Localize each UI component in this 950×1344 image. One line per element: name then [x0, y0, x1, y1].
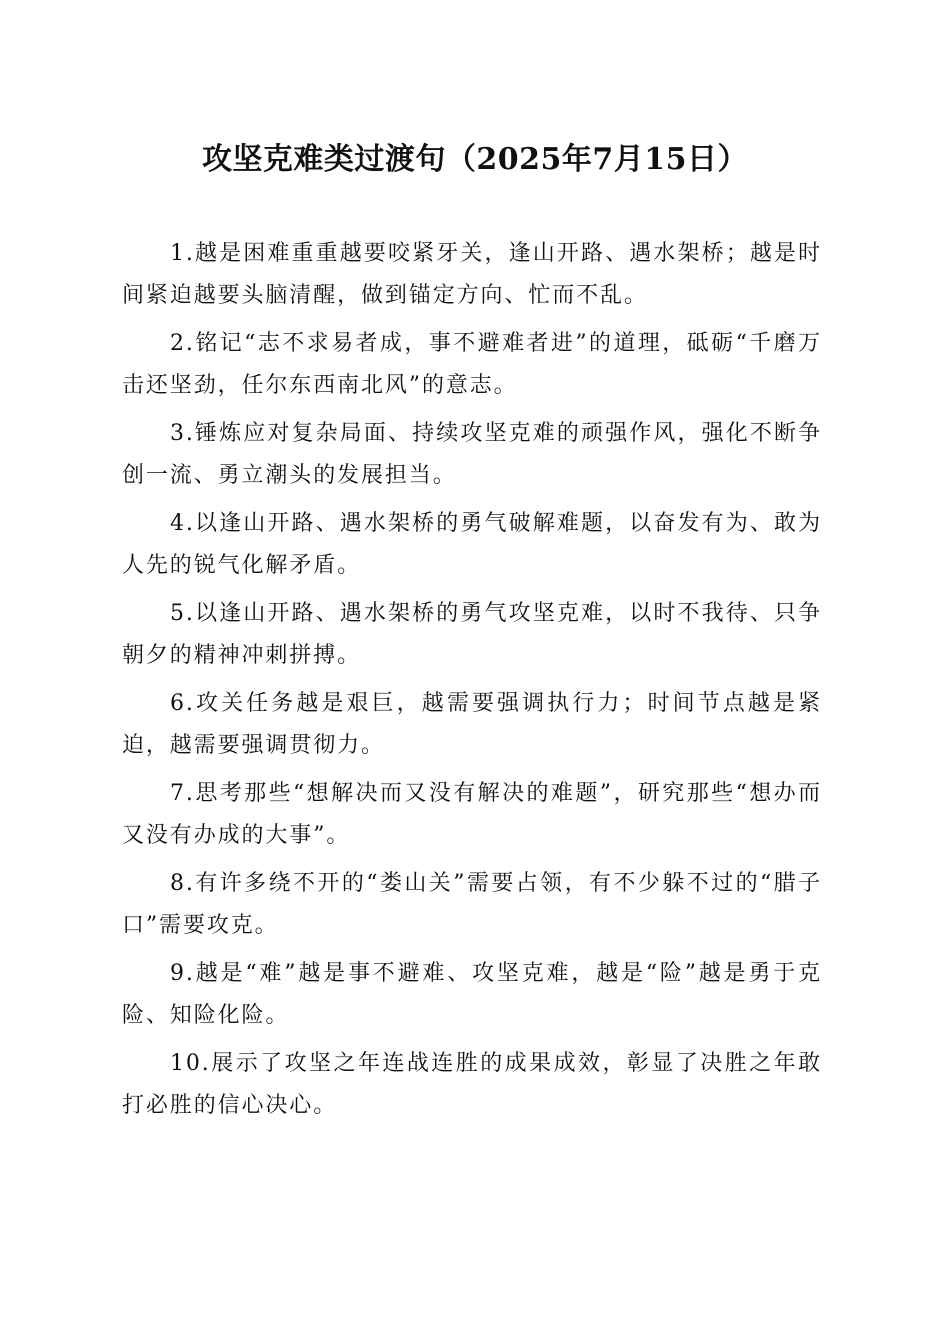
- paragraph-7: 7.思考那些“想解决而又没有解决的难题”，研究那些“想办而又没有办成的大事”。: [122, 781, 822, 848]
- paragraph-6: 6.攻关任务越是艰巨，越需要强调执行力；时间节点越是紧迫，越需要强调贯彻力。: [122, 691, 822, 758]
- paragraph-9: 9.越是“难”越是事不避难、攻坚克难，越是“险”越是勇于克险、知险化险。: [122, 961, 822, 1028]
- paragraph-3: 3.锤炼应对复杂局面、持续攻坚克难的顽强作风，强化不断争创一流、勇立潮头的发展担当。: [122, 421, 822, 488]
- paragraph-1: 1.越是困难重重越要咬紧牙关，逢山开路、遇水架桥；越是时间紧迫越要头脑清醒，做到锚定方向、忙而不乱。: [122, 241, 822, 308]
- paragraph-8: 8.有许多绕不开的“娄山关”需要占领，有不少躲不过的“腊子口”需要攻克。: [122, 871, 822, 938]
- paragraph-2: 2.铭记“志不求易者成，事不避难者进”的道理，砥砺“千磨万击还坚劲，任尔东西南北风”的意志。: [122, 331, 822, 398]
- paragraph-5: 5.以逢山开路、遇水架桥的勇气攻坚克难，以时不我待、只争朝夕的精神冲刺拼搏。: [122, 601, 822, 668]
- paragraph-4: 4.以逢山开路、遇水架桥的勇气破解难题，以奋发有为、敢为人先的锐气化解矛盾。: [122, 511, 822, 578]
- paragraph-10: 10.展示了攻坚之年连战连胜的成果成效，彰显了决胜之年敢打必胜的信心决心。: [122, 1051, 822, 1118]
- document-title: 攻坚克难类过渡句（2025年7月15日）: [201, 142, 749, 177]
- document-body: [122, 233, 822, 1133]
